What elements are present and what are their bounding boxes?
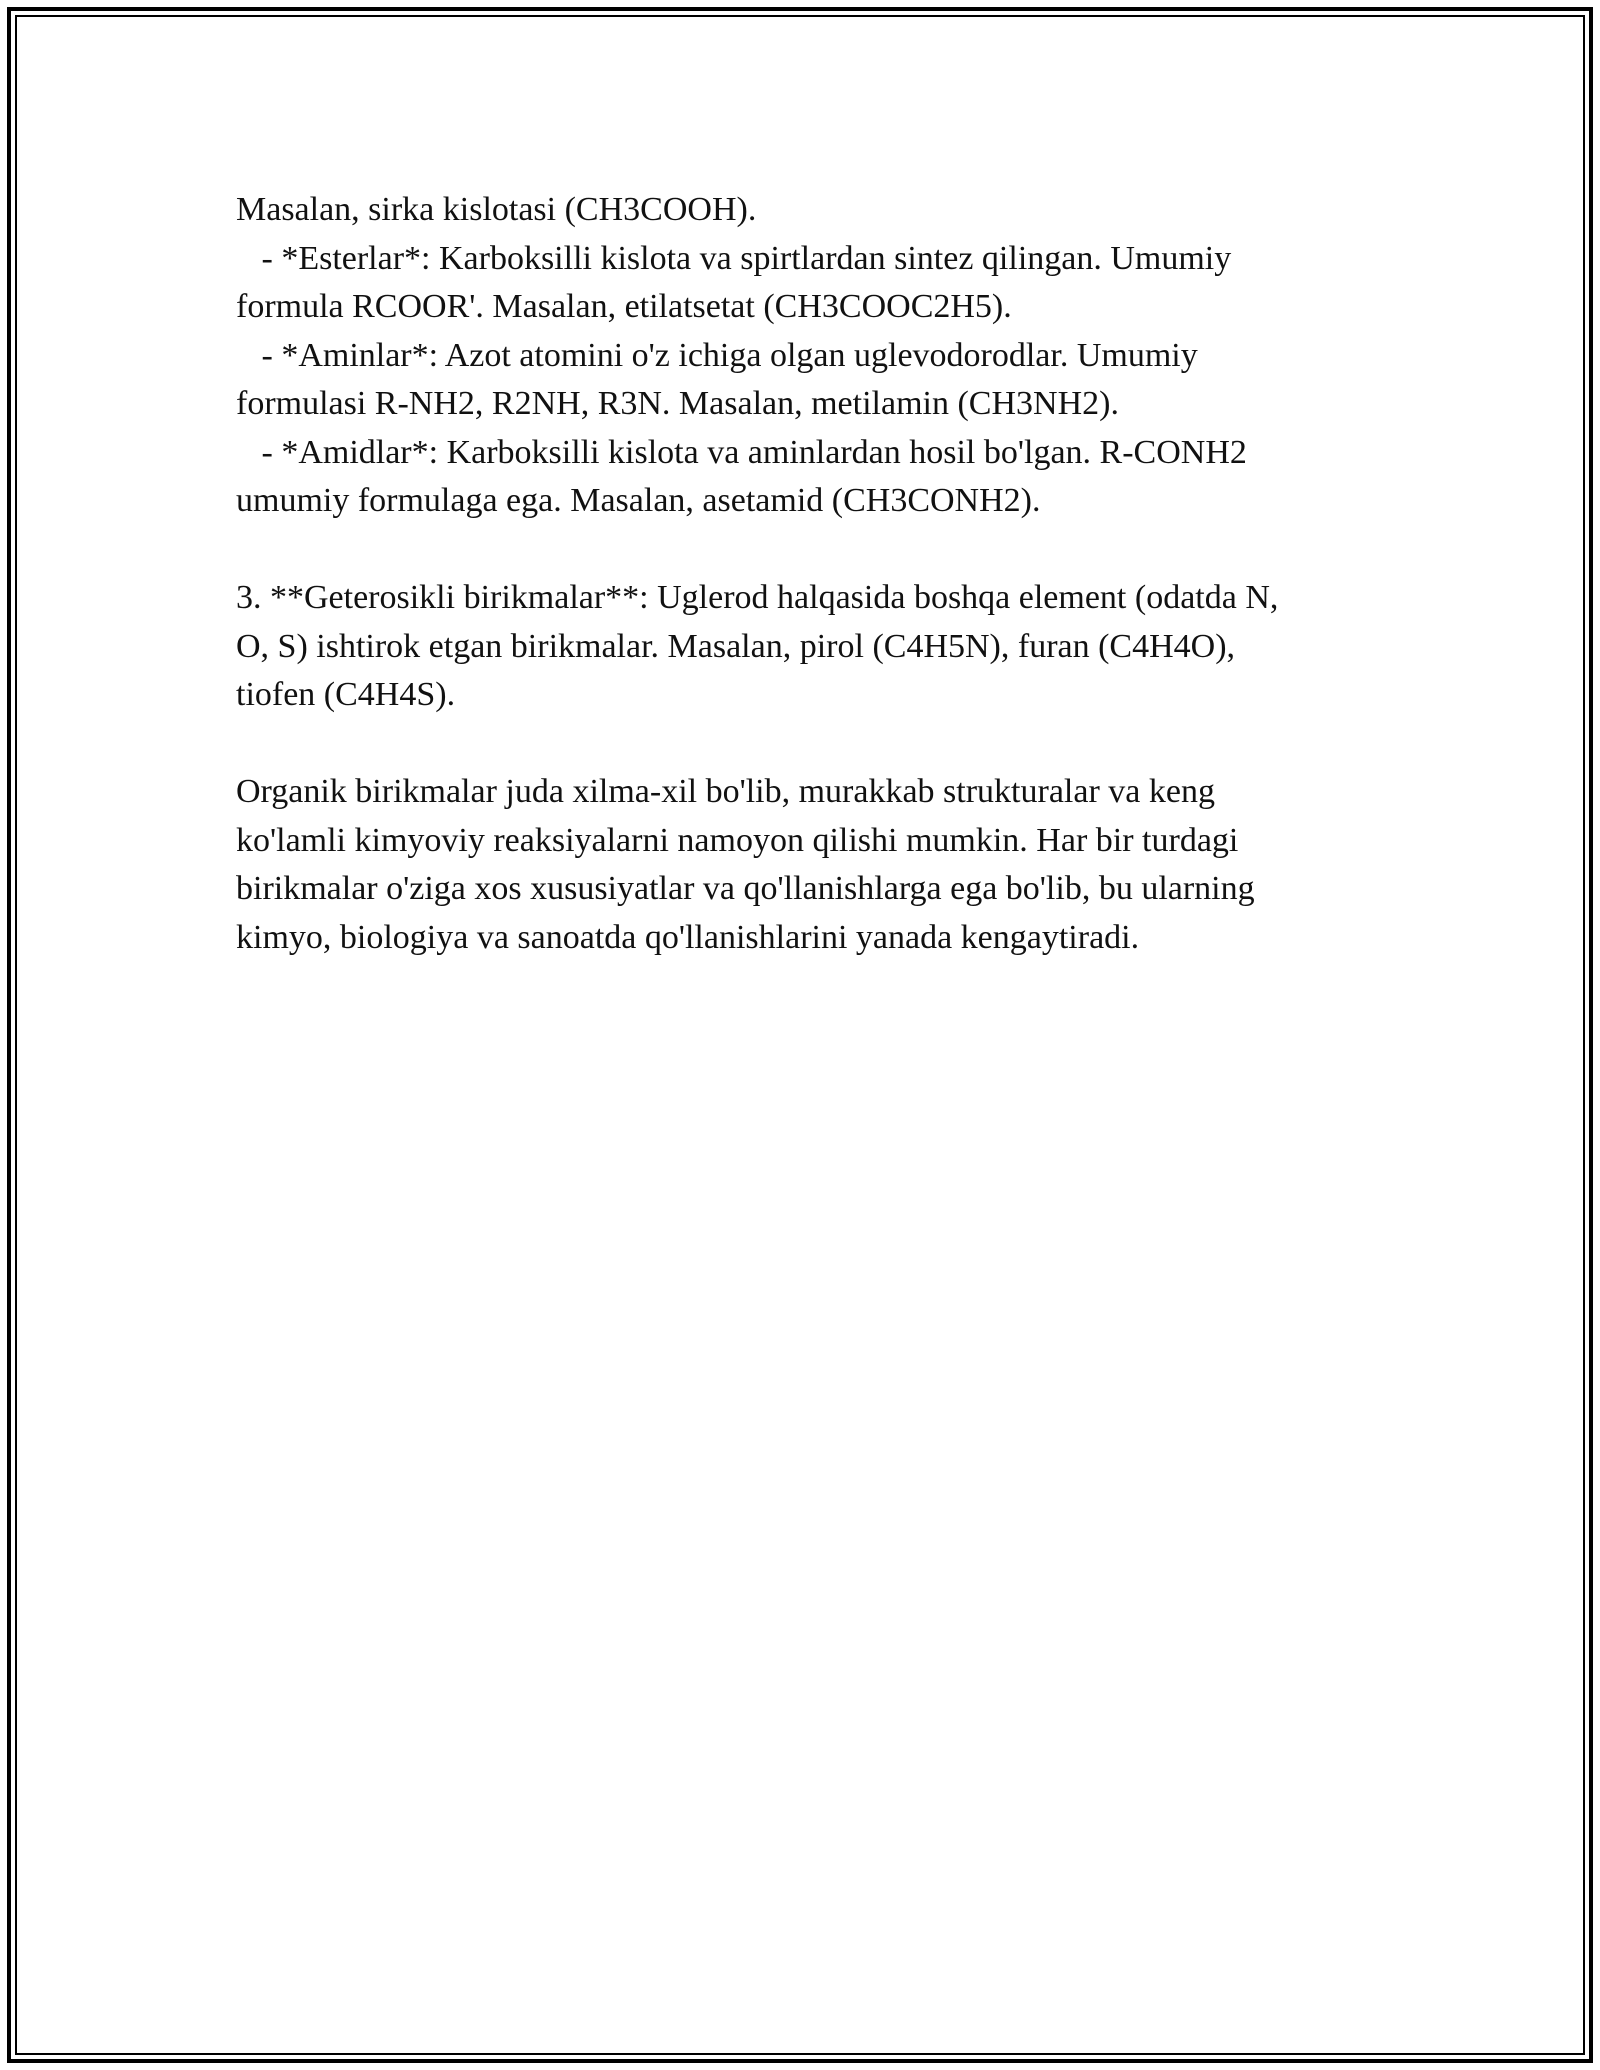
text-line: tiofen (C4H4S). <box>236 676 456 713</box>
text-line: birikmalar o'ziga xos xususiyatlar va qo'llanishlarga ega bo'lib, bu ularning <box>236 870 1255 907</box>
text-line: formula RCOOR'. Masalan, etilatsetat (CH3COOC2H5). <box>236 288 1012 325</box>
paragraph-gap <box>236 720 1376 769</box>
text-line: ko'lamli kimyoviy reaksiyalarni namoyon qilishi mumkin. Har bir turdagi <box>236 821 1239 859</box>
text-line: kimyo, biologiya va sanoatda qo'llanishlarini yanada kengaytiradi. <box>236 918 1140 956</box>
text-line: Masalan, sirka kislotasi (CH3COOH). <box>236 191 757 228</box>
text-line: formulasi R-NH2, R2NH, R3N. Masalan, metilamin (CH3NH2). <box>236 385 1119 422</box>
paragraph-heterocyclic <box>236 574 1376 720</box>
text-line: umumiy formulaga ega. Masalan, asetamid (CH3CONH2). <box>236 482 1041 519</box>
paragraph-conclusion <box>236 768 1376 962</box>
list-item-aminlar: - *Aminlar*: Azot atomini o'z ichiga olgan uglevodorodlar. Umumiy <box>236 336 1198 374</box>
paragraph-functional-groups <box>236 186 1376 526</box>
list-item-geterosikli: 3. **Geterosikli birikmalar**: Uglerod halqasida boshqa element (odatda N, <box>236 579 1279 616</box>
text-line: O, S) ishtirok etgan birikmalar. Masalan, pirol (C4H5N), furan (C4H4O), <box>236 627 1236 665</box>
paragraph-gap <box>236 526 1376 575</box>
list-item-amidlar: - *Amidlar*: Karboksilli kislota va aminlardan hosil bo'lgan. R-CONH2 <box>236 433 1247 471</box>
document-body <box>236 186 1376 962</box>
list-item-esterlar: - *Esterlar*: Karboksilli kislota va spirtlardan sintez qilingan. Umumiy <box>236 239 1232 277</box>
text-line: Organik birikmalar juda xilma-xil bo'lib, murakkab strukturalar va keng <box>236 773 1215 810</box>
